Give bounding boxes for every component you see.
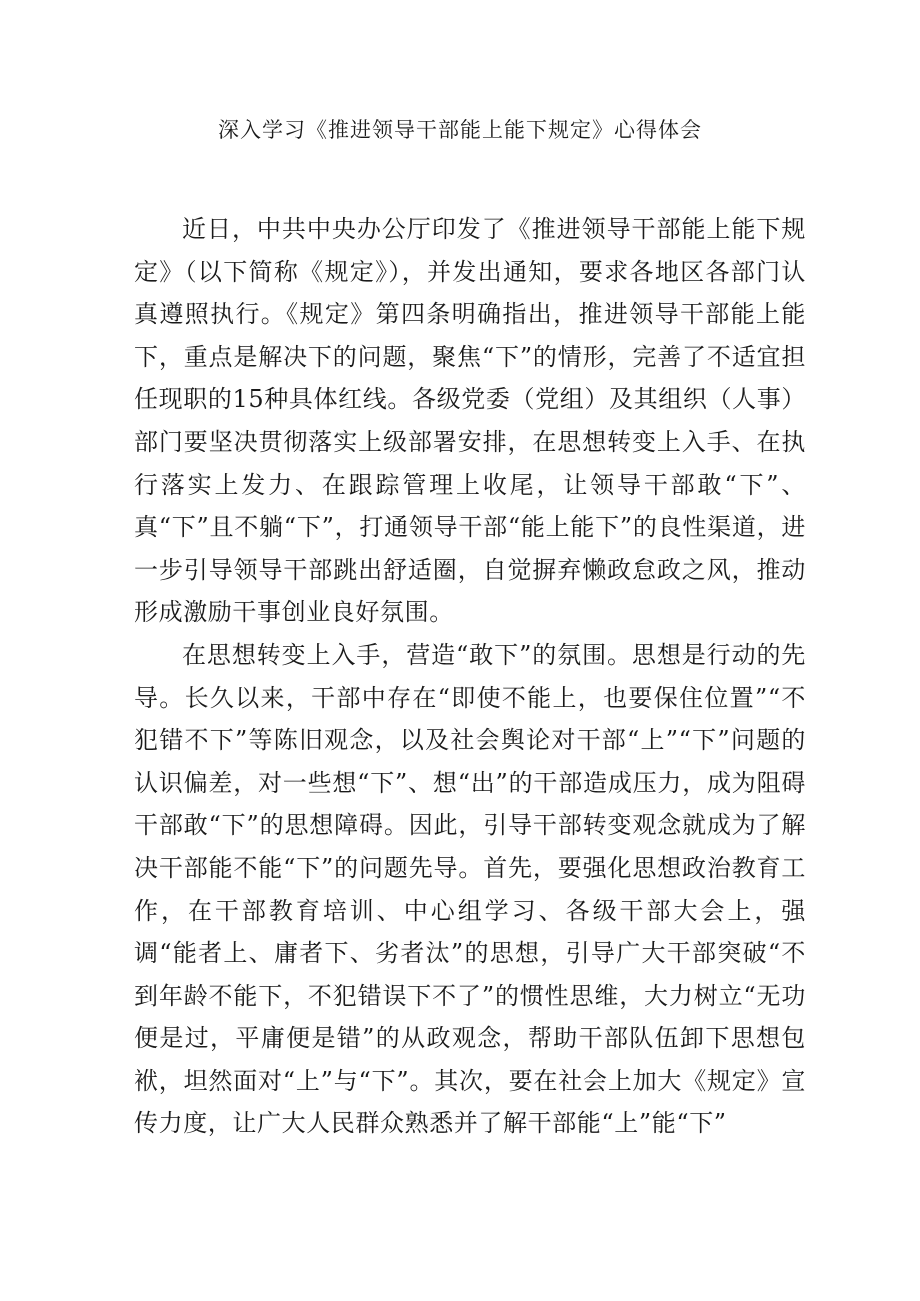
- paragraph-1: 近日，中共中央办公厅印发了《推进领导干部能上能下规定》（以下简称《规定》），并发出通知，要求各地区各部门认真遵照执行。《规定》第四条明确指出，推进领导干部能上能下，重点是解决下的问题，聚焦“下”的情形，完善了不适宜担任现职的15种具体红线。各级党委（党组）及其组织（人事）部门要坚决贯彻落实上级部署安排，在思想转变上入手、在执行落实上发力、在跟踪管理上收尾，让领导干部敢“下”、真“下”且不躺“下”，打通领导干部“能上能下”的良性渠道，进一步引导领导干部跳出舒适圈，自觉摒弃懒政怠政之风，推动形成激励干事创业良好氛围。: [134, 215, 806, 627]
- paragraph-2: 在思想转变上入手，营造“敢下”的氛围。思想是行动的先导。长久以来，干部中存在“即使不能上，也要保住位置”“不犯错不下”等陈旧观念，以及社会舆论对干部“上”“下”问题的认识偏差，对一些想“下”、想“出”的干部造成压力，成为阻碍干部敢“下”的思想障碍。因此，引导干部转变观念就成为了解决干部能不能“下”的问题先导。首先，要强化思想政治教育工作，在干部教育培训、中心组学习、各级干部大会上，强调“能者上、庸者下、劣者汰”的思想，引导广大干部突破“不到年龄不能下，不犯错误下不了”的惯性思维，大力树立“无功便是过，平庸便是错”的从政观念，帮助干部队伍卸下思想包袱，坦然面对“上”与“下”。其次，要在社会上加大《规定》宣传力度，让广大人民群众熟悉并了解干部能“上”能“下”: [134, 640, 806, 1138]
- document-body: [134, 208, 806, 1145]
- document-title: 深入学习《推进领导干部能上能下规定》心得体会: [218, 118, 702, 142]
